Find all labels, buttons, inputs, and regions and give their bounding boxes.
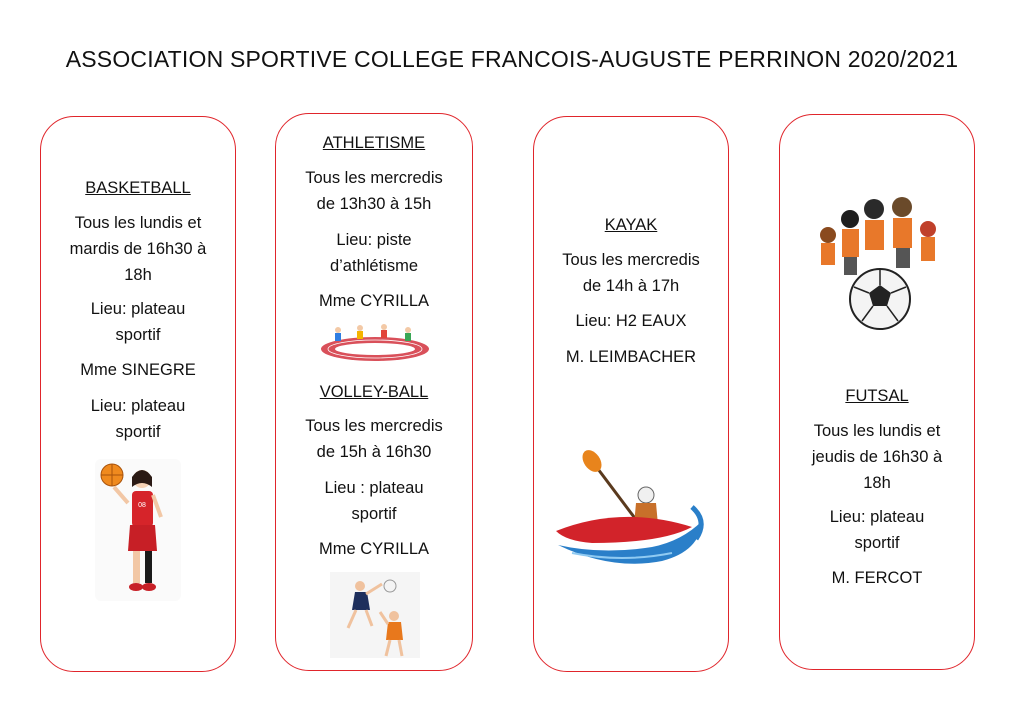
card-futsal bbox=[779, 114, 975, 670]
volleyball-place-line1: Lieu : plateau bbox=[324, 479, 424, 497]
volleyball-heading: VOLLEY-BALL bbox=[319, 383, 429, 401]
basketball-heading: BASKETBALL bbox=[85, 179, 191, 197]
athletisme-schedule-line1: Tous les mercredis bbox=[305, 169, 443, 187]
futsal-schedule-line2: jeudis de 16h30 à bbox=[811, 448, 943, 466]
basketball-place2-line2: sportif bbox=[115, 423, 161, 441]
volleyball-schedule-line1: Tous les mercredis bbox=[305, 417, 443, 435]
futsal-players-illustration bbox=[810, 189, 946, 335]
kayak-place: Lieu: H2 EAUX bbox=[575, 312, 687, 330]
futsal-heading: FUTSAL bbox=[845, 387, 909, 405]
athletisme-place-line2: d’athlétisme bbox=[329, 257, 419, 275]
basketball-place2-line1: Lieu: plateau bbox=[90, 397, 186, 415]
card-athletisme-volleyball bbox=[275, 113, 473, 671]
kayak-illustration bbox=[552, 447, 712, 573]
futsal-schedule-line1: Tous les lundis et bbox=[813, 422, 941, 440]
futsal-place-line2: sportif bbox=[854, 534, 900, 552]
kayak-schedule-line1: Tous les mercredis bbox=[562, 251, 700, 269]
kayak-schedule-line2: de 14h à 17h bbox=[582, 277, 680, 295]
athletisme-coach: Mme CYRILLA bbox=[318, 292, 430, 310]
basketball-schedule-line3: 18h bbox=[124, 266, 152, 284]
volleyball-players-illustration bbox=[330, 572, 420, 658]
volleyball-coach: Mme CYRILLA bbox=[318, 540, 430, 558]
futsal-place-line1: Lieu: plateau bbox=[829, 508, 925, 526]
athletisme-place-line1: Lieu: piste bbox=[336, 231, 412, 249]
card-kayak bbox=[533, 116, 729, 672]
jersey-number: 08 bbox=[138, 502, 146, 509]
card-basketball bbox=[40, 116, 236, 672]
athletics-track-illustration bbox=[318, 320, 432, 364]
futsal-schedule-line3: 18h bbox=[863, 474, 891, 492]
page-title: ASSOCIATION SPORTIVE COLLEGE FRANCOIS-AUGUSTE PERRINON 2020/2021 bbox=[65, 46, 959, 72]
athletisme-schedule-line2: de 13h30 à 15h bbox=[316, 195, 432, 213]
basketball-player-illustration bbox=[95, 459, 181, 601]
basketball-place1-line2: sportif bbox=[115, 326, 161, 344]
basketball-schedule-line1: Tous les lundis et bbox=[74, 214, 202, 232]
kayak-heading: KAYAK bbox=[604, 216, 658, 234]
volleyball-schedule-line2: de 15h à 16h30 bbox=[316, 443, 432, 461]
kayak-coach: M. LEIMBACHER bbox=[565, 348, 697, 366]
basketball-place1-line1: Lieu: plateau bbox=[90, 300, 186, 318]
athletisme-heading: ATHLETISME bbox=[322, 134, 426, 152]
volleyball-place-line2: sportif bbox=[351, 505, 397, 523]
futsal-coach: M. FERCOT bbox=[831, 569, 923, 587]
basketball-coach: Mme SINEGRE bbox=[80, 361, 196, 379]
basketball-schedule-line2: mardis de 16h30 à bbox=[69, 240, 207, 258]
